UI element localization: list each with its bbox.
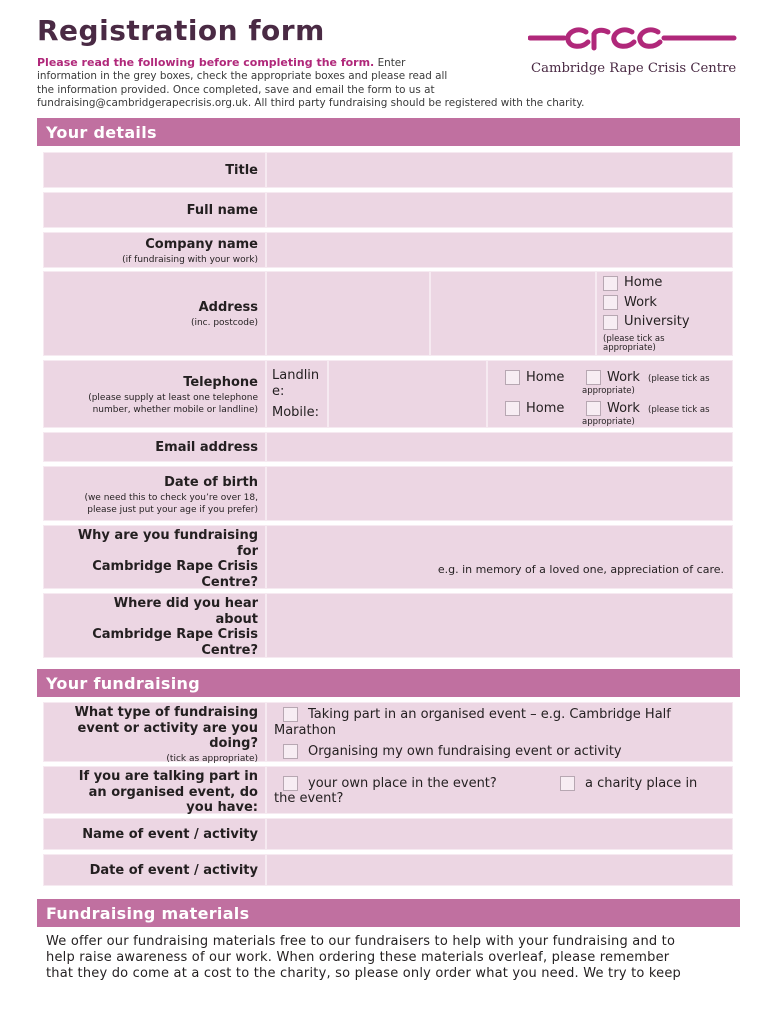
why-label-1: Why are you fundraising (77, 528, 258, 543)
page-title: Registration form (37, 14, 325, 47)
field-divider (265, 193, 267, 227)
email-label: Email address (155, 440, 258, 455)
address-row[interactable] (43, 271, 733, 356)
own-event-checkbox[interactable] (283, 744, 298, 759)
address-label (191, 300, 258, 329)
why-label (78, 528, 258, 590)
title-label: Title (225, 163, 258, 178)
field-divider (265, 819, 267, 849)
field-divider (265, 467, 267, 520)
title-row[interactable] (43, 152, 733, 188)
charity-place-checkbox[interactable] (560, 776, 575, 791)
mobile-home-label: Home (526, 401, 565, 416)
mobile-work-label: Work (607, 401, 640, 416)
intro-line-2: information in the grey boxes, check the appropriate boxes and please read all (37, 70, 448, 83)
place-label-3: you have: (186, 800, 258, 815)
mobile-tick-note-2: appropriate) (582, 417, 635, 427)
intro-lead: Please read the following before completing the form. (37, 56, 375, 69)
telephone-label-text: Telephone (183, 375, 258, 390)
event-name-row[interactable] (43, 818, 733, 850)
field-divider (265, 594, 267, 657)
company-row[interactable] (43, 232, 733, 268)
organised-event-label-2: Marathon (274, 723, 337, 738)
section-your-fundraising: Your fundraising (37, 669, 740, 697)
place-label-2: an organised event, do (88, 784, 258, 800)
type-label-3: doing? (209, 736, 258, 751)
field-divider (265, 526, 267, 588)
hear-label-1: Where did you hear (113, 596, 258, 611)
charity-place-label-2: the event? (274, 791, 344, 806)
field-divider (265, 361, 267, 427)
type-label-2: event or activity are you (77, 720, 258, 736)
landline-label-1: Landlin (272, 368, 320, 383)
intro-line-1: Enter (377, 57, 406, 69)
mobile-tick-note-1: (please tick as (648, 405, 710, 415)
organised-event-label: Taking part in an organised event – e.g. Cambridge Half (308, 707, 671, 722)
field-divider (327, 361, 329, 427)
field-divider (429, 272, 431, 355)
landline-work-label: Work (607, 370, 640, 385)
event-date-label: Date of event / activity (89, 863, 258, 878)
why-label-4: Centre? (201, 574, 258, 590)
company-label (122, 237, 258, 266)
landline-label-2: e: (272, 384, 285, 399)
place-label-1: If you are talking part in (78, 769, 258, 784)
logo-wordmark: Cambridge Rape Crisis Centre (531, 61, 737, 76)
field-divider (265, 272, 267, 355)
section-fundraising-materials: Fundraising materials (37, 899, 740, 927)
organised-event-checkbox[interactable] (283, 707, 298, 722)
own-place-checkbox[interactable] (283, 776, 298, 791)
hear-row[interactable] (43, 593, 733, 658)
address-home-label: Home (624, 275, 663, 290)
address-tick-note-1: (please tick as (603, 334, 665, 344)
landline-work-checkbox[interactable] (586, 370, 601, 385)
address-university-checkbox[interactable] (603, 315, 618, 330)
fundraising-type-row[interactable] (43, 702, 733, 762)
fundraising-type-label (75, 705, 258, 765)
field-divider (265, 855, 267, 885)
own-event-label: Organising my own fundraising event or activity (308, 744, 622, 759)
telephone-sublabel-1: (please supply at least one telephone (88, 392, 258, 403)
materials-paragraph (46, 934, 736, 982)
intro-line-3: the information provided. Once completed, save and email the form to us at (37, 83, 435, 96)
address-sublabel: (inc. postcode) (190, 317, 258, 328)
field-divider (265, 767, 267, 813)
address-tick-note-2: appropriate) (603, 343, 656, 353)
full-name-label: Full name (186, 203, 258, 218)
own-place-label: your own place in the event? (308, 776, 497, 791)
materials-line-2: help raise awareness of our work. When ordering these materials overleaf, please remember (46, 950, 670, 965)
why-row[interactable] (43, 525, 733, 589)
hear-label-2: about (215, 611, 258, 627)
address-work-label: Work (624, 295, 657, 310)
field-divider (265, 703, 267, 761)
address-label-text: Address (198, 300, 258, 315)
type-sublabel: (tick as appropriate) (166, 753, 258, 764)
telephone-sublabel-2: number, whether mobile or landline) (92, 404, 258, 415)
intro-line-4: fundraising@cambridgerapecrisis.org.uk. All third party fundraising should be registered with the charity. (37, 96, 585, 109)
telephone-label (88, 375, 258, 416)
field-divider (595, 272, 597, 355)
dob-sublabel-1: (we need this to check you’re over 18, (84, 492, 258, 503)
landline-tick-note-2: appropriate) (582, 386, 635, 396)
why-example: e.g. in memory of a loved one, appreciation of care. (437, 563, 724, 576)
why-label-3: Cambridge Rape Crisis (92, 559, 258, 574)
landline-home-label: Home (526, 370, 565, 385)
hear-label-3: Cambridge Rape Crisis (92, 627, 258, 642)
field-divider (265, 153, 267, 187)
dob-label (84, 475, 258, 516)
mobile-work-checkbox[interactable] (586, 401, 601, 416)
landline-home-checkbox[interactable] (505, 370, 520, 385)
materials-line-1: We offer our fundraising materials free to our fundraisers to help with your fundraising and to (46, 934, 676, 949)
section-your-details: Your details (37, 118, 740, 146)
address-work-checkbox[interactable] (603, 295, 618, 310)
hear-label (92, 596, 258, 658)
email-row[interactable] (43, 432, 733, 462)
address-home-checkbox[interactable] (603, 276, 618, 291)
place-label (79, 769, 258, 816)
event-name-label: Name of event / activity (82, 827, 258, 842)
full-name-row[interactable] (43, 192, 733, 228)
charity-place-label: a charity place in (585, 776, 698, 791)
materials-line-3: that they do come at a cost to the charity, so please only order what you need. We try to keep (46, 966, 681, 981)
field-divider (265, 433, 267, 461)
dob-sublabel-2: please just put your age if you prefer) (87, 504, 258, 515)
field-divider (486, 361, 488, 427)
hear-label-4: Centre? (201, 642, 258, 658)
address-university-label: University (624, 314, 690, 329)
company-label-text: Company name (145, 237, 258, 252)
place-row[interactable] (43, 766, 733, 814)
company-sublabel: (if fundraising with your work) (122, 254, 258, 265)
event-date-row[interactable] (43, 854, 733, 886)
type-label-1: What type of fundraising (74, 705, 258, 720)
dob-label-text: Date of birth (164, 475, 258, 490)
mobile-home-checkbox[interactable] (505, 401, 520, 416)
telephone-row[interactable] (43, 360, 733, 428)
mobile-label: Mobile: (272, 405, 320, 420)
dob-row[interactable] (43, 466, 733, 521)
why-label-2: for (237, 543, 258, 559)
field-divider (265, 233, 267, 267)
landline-tick-note-1: (please tick as (648, 374, 710, 384)
